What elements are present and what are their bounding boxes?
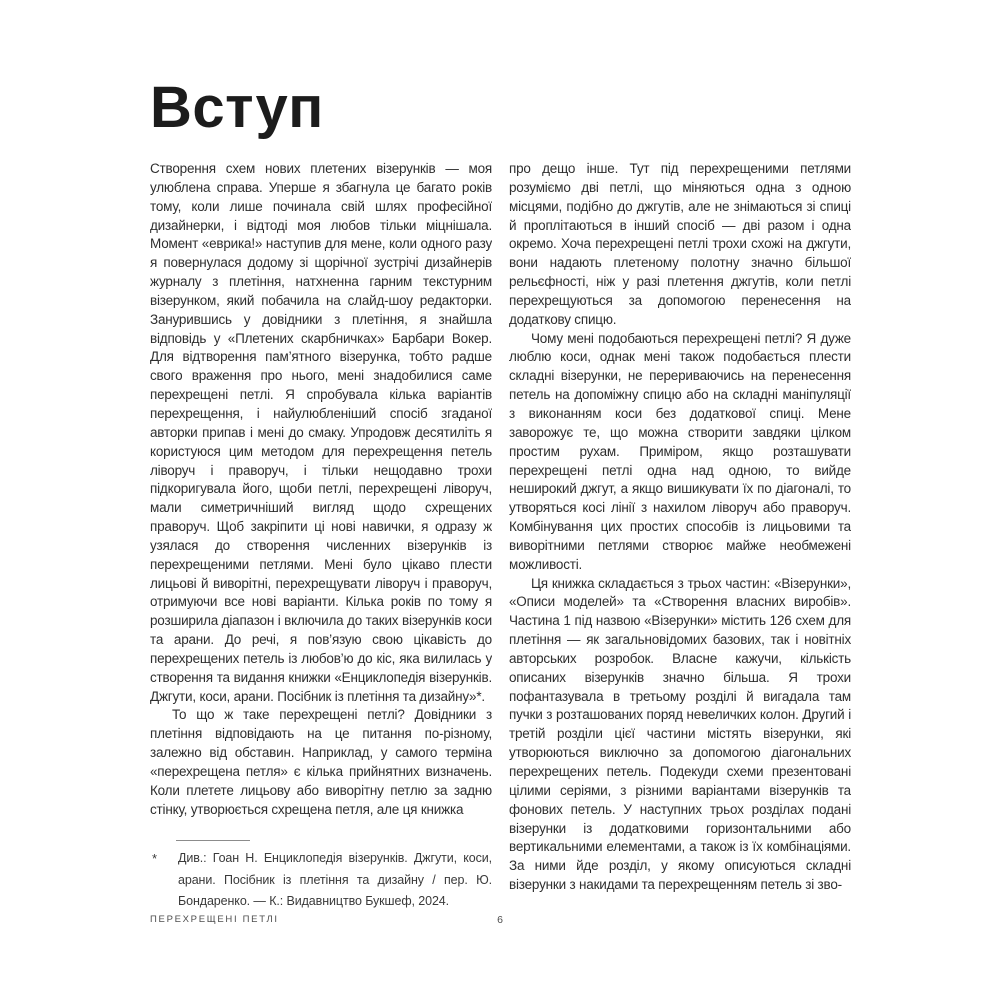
right-column — [509, 160, 851, 902]
page-number: 6 — [497, 914, 503, 926]
text-columns — [150, 160, 850, 902]
footnote-text: Див.: Гоан Н. Енциклопедія візерунків. Джгути, коси, арани. Посібник із плетіння та дизайну / пер. Ю. Бондаренко. — К.: Видавництво Букшеф, 2024. — [178, 851, 492, 908]
footnote-divider — [176, 840, 250, 841]
footnote — [150, 840, 492, 913]
left-column — [150, 160, 492, 842]
paragraph: Ця книжка складається з трьох частин: «Візерунки», «Описи моделей» та «Створення власних виробів». Частина 1 під назвою «Візерунки» містить 126 схем для плетіння — як загальновідомих базових, так і новітніх авторських розробок. Власне кажучи, кількість описаних візерунків значно більша. Я трохи пофантазувала в третьому розділі й вигадала там пучки з розташованих поряд невеличких колон. Другий і третій розділи цієї частини містять візерунки, які утворюються виключно за допомогою діагональних перехрещених петель. Подекуди схеми презентовані цілими серіями, з різними варіантами візерунків та фонових петель. У наступних трьох розділах подані візерунки із додатковими горизонтальними або вертикальними елементами, а також із їх комбінаціями. За ними йде розділ, у якому описуються складні візерунки з накидами та перехрещенням петель зі зво- — [509, 575, 851, 893]
page-title: Вступ — [150, 75, 324, 140]
footnote-row — [150, 848, 492, 913]
footnote-marker: * — [152, 851, 158, 866]
paragraph: про дещо інше. Тут під перехрещеними петлями розуміємо дві петлі, що міняються одна з одною місцями, подібно до джгутів, але не знімаються зі спиці й проплітаються в інший спосіб — дві разом і одна окремо. Хоча перехрещені петлі трохи схожі на джгути, вони надають плетеному полотну значно більшої рельєфності, ніж у разі плетення джгутів, коли петлі перехрещуються за допомогою перенесення на додаткову спицю. — [509, 161, 851, 327]
paragraph: Чому мені подобаються перехрещені петлі? Я дуже люблю коси, однак мені також подобається плести складні візерунки, не перериваючись на перенесення петель на допоміжну спицю або на складні маніпуляції з виконанням коси без додаткової спиці. Мене заворожує те, що можна створити завдяки цілком простим рухам. Приміром, якщо розташувати перехрещені петлі одна над одною, то вийде неширокий джгут, а якщо вишикувати їх по діагоналі, то утворяться косі лінії з нахилом ліворуч або праворуч. Комбінування цих простих способів із лицьовими та виворітними петлями створює майже необмежені можливості. — [509, 330, 851, 572]
page-footer — [150, 914, 850, 928]
running-title: ПЕРЕХРЕЩЕНІ ПЕТЛІ — [150, 914, 279, 925]
paragraph: Створення схем нових плетених візерунків — моя улюблена справа. Уперше я збагнула це багато років тому, коли лише починала свій шлях професійної дизайнерки, і відтоді моя любов тільки міцнішала. Момент «еврика!» наступив для мене, коли одного разу я повернулася додому зі щорічної зустрічі дизайнерів журналу з плетіння, натхненна гарним текстурним візерунком, який побачила на слайд-шоу редакторки. Занурившись у довідники з плетіння, я знайшла відповідь у «Плетених скарбничках» Барбари Вокер. Для відтворення пам’ятного візерунка, тобто радше свого враження про нього, мені знадобилися саме перехрещені петлі. Я спробувала кілька варіантів перехрещення, і найулюбленіший спосіб згаданої авторки припав і мені до смаку. Упродовж десятиліть я користуюся цим методом для перехрещення петель ліворуч і праворуч, і тільки нещодавно трохи підкоригувала його, щоби петлі, перехрещені ліворуч, мали симетричніший вигляд щодо схрещених праворуч. Щоб закріпити ці нові навички, я одразу ж узялася до створення численних візерунків із перехрещеними петлями. Мені було цікаво плести лицьові й виворітні, перехрещувати ліворуч і праворуч, отримуючи все нові варіанти. Кілька років по тому я розширила діапазон і включила до таких візерунків коси та арани. До речі, я пов’язую свою цікавість до перехрещених петель із любов’ю до кіс, яка вилилась у створення та видання книжки «Енциклопедія візерунків. Джгути, коси, арани. Посібник із плетіння та дизайну»*. — [150, 161, 492, 704]
paragraph: То що ж таке перехрещені петлі? Довідники з плетіння відповідають на це питання по-різному, залежно від обставин. Наприклад, у самого терміна «перехрещена петля» є кілька прийнятних визначень. Коли плетете лицьову або виворітну петлю за задню стінку, утворюється схрещена петля, але ця книжка — [150, 707, 492, 817]
